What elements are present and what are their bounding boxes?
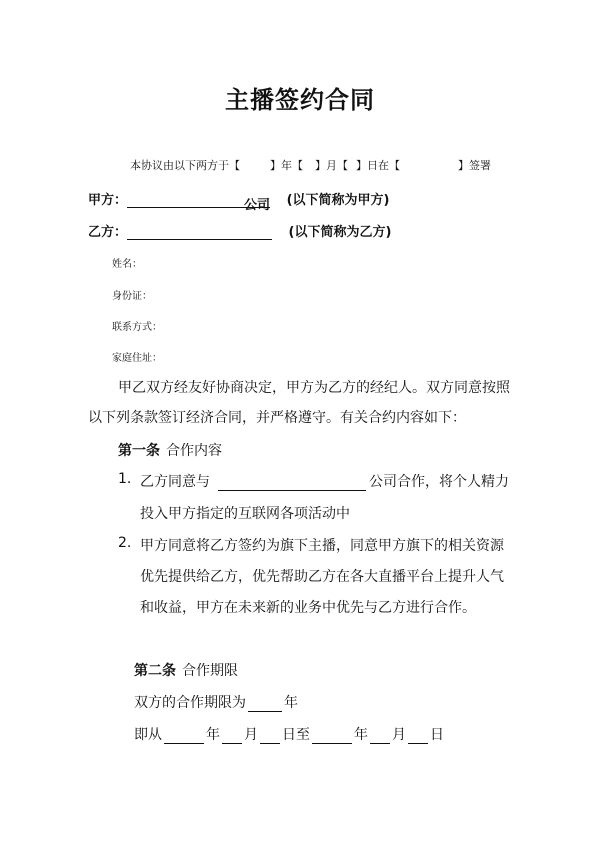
item-1-prefix: 乙方同意与 xyxy=(140,474,210,490)
article-1-item-2-line-3: 和收益，甲方在未来新的业务中优先与乙方进行合作。 xyxy=(140,600,476,616)
item-1-company-blank xyxy=(218,475,366,491)
article-2-title: 合作期限 xyxy=(182,663,238,679)
field-contact: 联系方式： xyxy=(112,322,162,333)
signing-statement xyxy=(130,157,491,173)
article-1-heading xyxy=(118,440,222,460)
start-month-blank xyxy=(222,728,242,744)
field-address: 家庭住址： xyxy=(112,353,162,364)
party-b-note: (以下简称为乙方) xyxy=(288,225,392,240)
party-a-line xyxy=(88,189,390,213)
intro-line-1: 甲乙双方经友好协商决定，甲方为乙方的经纪人。双方同意按照 xyxy=(118,380,510,396)
end-month-label: 月 xyxy=(392,727,406,743)
article-1-item-2-line-2: 优先提供给乙方，优先帮助乙方在各大直播平台上提升人气 xyxy=(140,569,504,585)
term-prefix: 双方的合作期限为 xyxy=(134,695,246,711)
start-year-label: 年 xyxy=(206,727,220,743)
party-a-label: 甲方： xyxy=(88,193,128,208)
sign-prefix: 本协议由以下两方于【 xyxy=(130,159,240,172)
sign-month-close: 】月【 xyxy=(315,159,348,172)
end-month-blank xyxy=(370,728,390,744)
end-day-label: 日 xyxy=(430,727,444,743)
sign-place-close: 】签署 xyxy=(458,159,491,172)
article-1-number: 第一条 xyxy=(118,443,160,459)
article-2-number: 第二条 xyxy=(134,663,176,679)
start-month-label: 月 xyxy=(244,727,258,743)
article-1-item-1-line-2: 投入甲方指定的互联网各项活动中 xyxy=(140,506,350,522)
article-1-item-2-line-1: 甲方同意将乙方签约为旗下主播，同意甲方旗下的相关资源 xyxy=(140,538,504,554)
article-2-term-line xyxy=(134,692,298,712)
start-day-blank xyxy=(260,728,280,744)
start-day-to-label: 日至 xyxy=(282,727,310,743)
party-a-name-blank xyxy=(127,194,242,208)
term-suffix: 年 xyxy=(284,695,298,711)
end-year-label: 年 xyxy=(354,727,368,743)
field-id-card: 身份证： xyxy=(112,291,152,302)
article-2-heading xyxy=(134,660,238,680)
article-1-item-1-line-1 xyxy=(140,471,509,491)
party-b-name-blank xyxy=(127,226,272,240)
article-1-title: 合作内容 xyxy=(166,443,222,459)
term-years-blank xyxy=(248,696,282,712)
party-b-label: 乙方： xyxy=(88,225,128,240)
party-b-line xyxy=(88,221,391,240)
sign-day-close: 】日在【 xyxy=(356,159,400,172)
party-a-suffix: 公司 xyxy=(242,194,270,208)
start-year-blank xyxy=(164,728,204,744)
party-a-note: (以下简称为甲方) xyxy=(286,193,390,208)
sign-year-close: 】年【 xyxy=(270,159,303,172)
end-day-blank xyxy=(408,728,428,744)
date-from-label: 即从 xyxy=(134,727,162,743)
intro-line-2: 以下列条款签订经济合同，并严格遵守。有关合约内容如下： xyxy=(88,410,466,426)
field-name: 姓名： xyxy=(112,259,142,270)
article-2-date-range xyxy=(134,724,444,744)
article-1-item-2-marker: 2. xyxy=(118,535,132,551)
article-1-item-1-marker: 1. xyxy=(118,471,132,487)
item-1-suffix: 公司合作，将个人精力 xyxy=(369,474,509,490)
end-year-blank xyxy=(312,728,352,744)
contract-title: 主播签约合同 xyxy=(225,86,375,114)
